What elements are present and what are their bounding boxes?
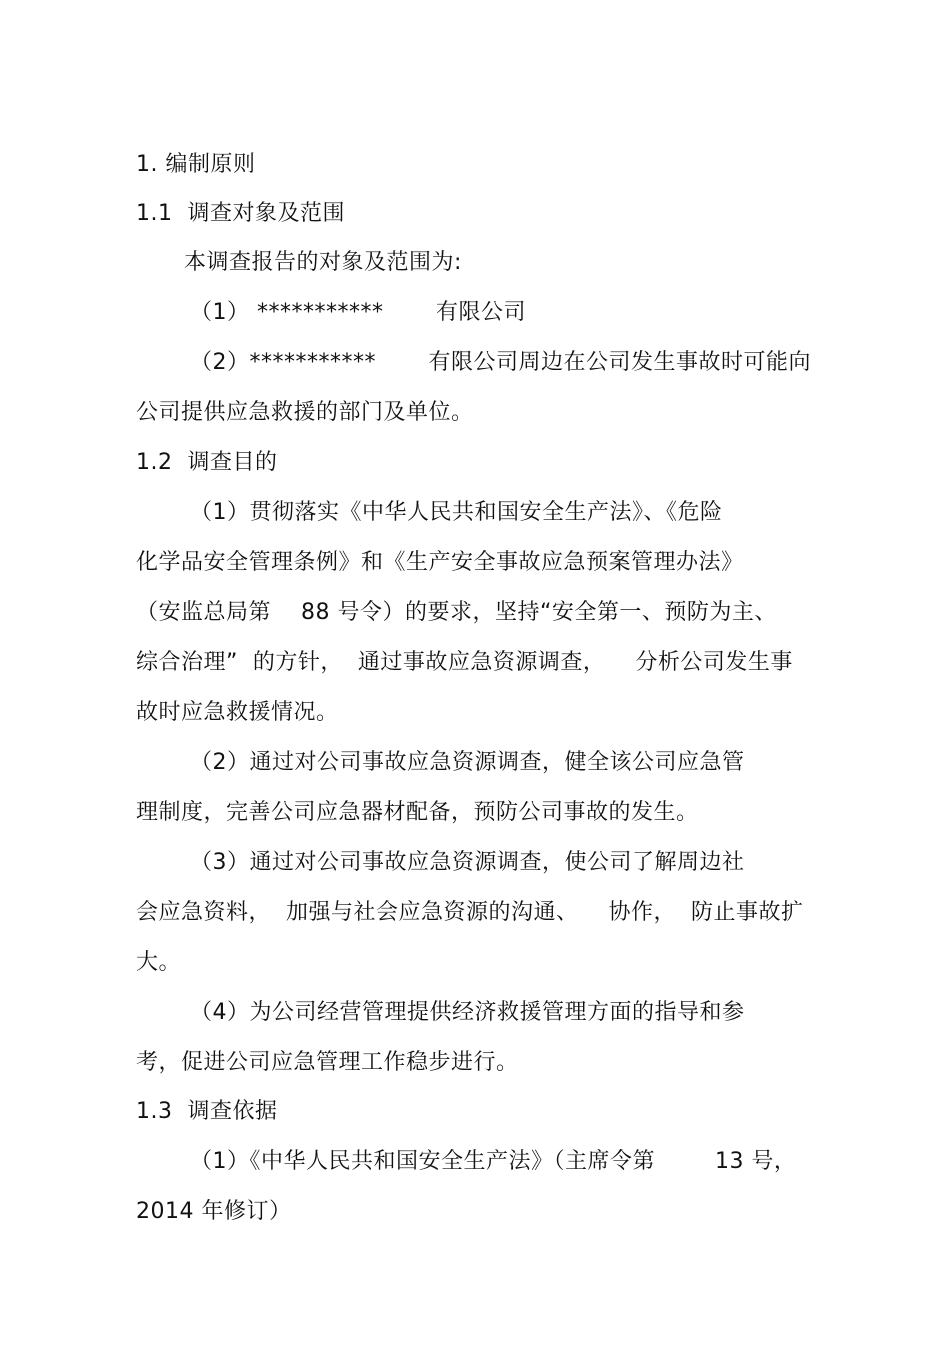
paragraph-line: 大。 [136,950,182,975]
paragraph-line: 本调查报告的对象及范围为: [184,250,462,275]
paragraph-line: （1）贯彻落实《中华人民共和国安全生产法》、《危险 [190,500,723,525]
paragraph-line: 综合治理” 的方针， 通过事故应急资源调查， 分析公司发生事 [136,650,793,675]
paragraph-line: （安监总局第 88 号令）的要求，坚持“安全第一、预防为主、 [136,600,777,625]
paragraph-line: 理制度，完善公司应急器材配备，预防公司事故的发生。 [136,800,699,825]
heading-1-2: 1.2 调查目的 [136,450,278,475]
paragraph-line: （2）通过对公司事故应急资源调查，健全该公司应急管 [190,750,745,775]
paragraph-line: （2）*********** 有限公司周边在公司发生事故时可能向 [190,350,811,375]
paragraph-line: （3）通过对公司事故应急资源调查，使公司了解周边社 [190,850,745,875]
paragraph-line: （1） *********** 有限公司 [190,300,526,325]
paragraph-line: （1）《中华人民共和国安全生产法》（主席令第 13 号， [190,1149,797,1174]
heading-1: 1. 编制原则 [136,152,256,177]
paragraph-line: 2014 年修订） [136,1199,292,1224]
heading-1-3: 1.3 调查依据 [136,1099,278,1124]
paragraph-line: 化学品安全管理条例》和《生产安全事故应急预案管理办法》 [136,550,744,575]
paragraph-line: 考，促进公司应急管理工作稳步进行。 [136,1050,519,1075]
paragraph-line: （4）为公司经营管理提供经济救援管理方面的指导和参 [190,1000,745,1025]
paragraph-line: 会应急资料， 加强与社会应急资源的沟通、 协作， 防止事故扩 [136,900,804,925]
paragraph-line: 故时应急救援情况。 [136,700,339,725]
heading-1-1: 1.1 调查对象及范围 [136,201,345,226]
paragraph-line: 公司提供应急救援的部门及单位。 [136,400,474,425]
